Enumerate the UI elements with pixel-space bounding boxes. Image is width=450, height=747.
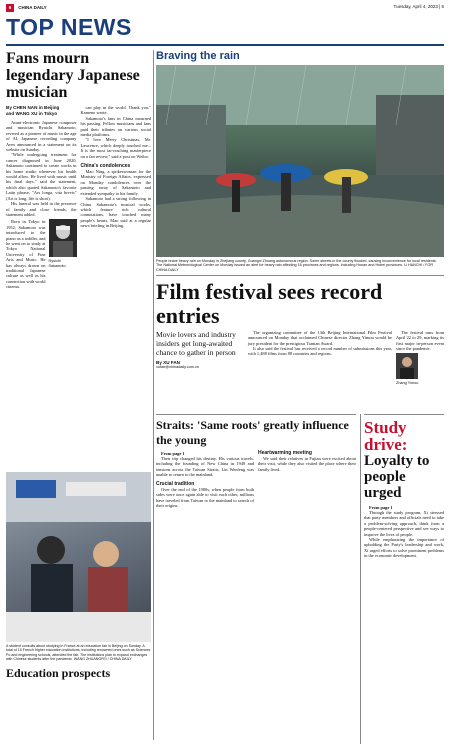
braving-block: [156, 50, 444, 386]
film-headline: Film festival sees record entries: [156, 278, 383, 328]
divider: [364, 414, 444, 415]
lead-story: [6, 50, 151, 290]
film-col-a: [248, 330, 392, 386]
straits-para: Their trip changed his destiny. His various travels, including the founding of New China in 1949 and tensions across the Taiwan Straits, Lin Wenfeng was unable to return to the mainland.: [156, 456, 254, 478]
study-headline: Loyalty to people urged: [364, 452, 430, 501]
masthead-left: [6, 4, 47, 12]
sakamoto-caption: Ryuichi Sakamoto: [48, 259, 66, 268]
rain-caption: People brave heavy rain on Monday in Zhejiang county, Guangxi Zhuang autonomous region. Some streets in the county flooded, causing inconvenience for local residents. The National Meteorological Center on Monday issued an alert for heavy rain affecting 16 provinces and regions, including Hunan and Hubei provinces. LI HANCHI / FOR CHINA DAILY: [156, 259, 437, 272]
film-para: It also said the festival has received a record number of submissions this year, with 1,488 films from 88 countries and regions.: [248, 346, 392, 357]
sakamoto-photo: [49, 219, 77, 257]
lead-para: "I love Merry Christmas, Mr. Lawrence, which deeply touched me... It is the most far-reaching masterpiece on a fan review," said a post on Weibo.: [80, 137, 151, 159]
straits-subhead-2: Heartwarming meeting: [258, 449, 312, 456]
column-divider: [153, 50, 154, 740]
lead-col-2: [81, 105, 152, 290]
education-caption: A student consults about studying in France at an education fair in Beijing on Sunday. A total of 15 French higher education institutions, including renowned ones such as Sciences Po and engineering schools, attended the fair. The institutions plan to expand exchanges with Chinese students after the pandemic. WANG ZHUANGFEI / CHINA DAILY: [6, 644, 151, 662]
date-line: Tuesday, April 4, 2023 | 6: [393, 4, 444, 9]
paper-name: CHINA DAILY: [18, 5, 47, 10]
film-para: The organizing committee of the 13th Beijing International Film Festival announced on Monday that acclaimed Chinese director Zhang Yimou would be jury president for the prestigious Tiantan Award.: [248, 329, 392, 346]
straits-para: Over the end of the 1980s, when people from both sides were once again able to visit each other, millions have traveled from Taiwan to the mainland to search of their origins.: [156, 487, 254, 509]
film-contact: xufan@chinadaily.com.cn: [156, 364, 200, 369]
film-col-b: [396, 330, 444, 386]
straits-para: We said their relatives in Fujian were excited about their visit, while they also visited the place where their family lived.: [258, 456, 356, 472]
education-headline: Education prospects: [6, 665, 111, 680]
education-photo: [6, 472, 151, 642]
column-divider: [360, 414, 361, 744]
zhang-yimou-caption: Zhang Yimou: [396, 381, 419, 386]
lead-para: Sakamoto had a strong following in China. Sakamoto's musical works, which feature rich cultural connotations, have touched many people's hearts, Mao said at a regular news briefing in Beijing.: [80, 196, 151, 229]
lead-para: Sakamoto's fans in China mourned his passing. Fellow musicians and fans paid their tributes on various social media platforms.: [80, 115, 151, 138]
page-number-badge: 6: [6, 4, 14, 12]
straits-headline: Straits: 'Same roots' greatly influence the young: [156, 417, 349, 447]
straits-para: From page 1: [161, 450, 185, 456]
film-byline: By XU FAN: [156, 359, 180, 365]
zhang-yimou-photo: [396, 353, 418, 379]
straits-subhead: Crucial tradition: [156, 480, 195, 487]
study-para: Through the study program, Xi stressed that party members and officials need to take a problem-solving approach, think from a people-centered perspective and see ways to improve the lives of people.: [364, 510, 444, 537]
lead-para: can play in the world. Thank you," Kameno wrote.: [80, 105, 151, 116]
divider: [156, 275, 444, 276]
lead-byline-1: By CHEN NAN in Beijing: [6, 105, 60, 110]
divider: [156, 414, 356, 415]
education-block: [6, 472, 151, 681]
section-title: TOP NEWS: [6, 14, 132, 40]
study-story: [364, 414, 444, 559]
lead-col-1: [6, 105, 77, 290]
lead-para: "While undergoing treatment for cancer diagnosed in June 2020, Sakamoto continued to create works in his home studio whenever his health would allow. He lived with music until his final days," said the statement, which also quoted Sakamoto's favorite Latin phrase, "Ars longa, vita brevis" (Art is long, life is short).: [6, 152, 77, 201]
study-para: While emphasizing the importance of upholding the Party's leadership and work, Xi urged efforts to solve prominent problems in the economic development.: [364, 537, 444, 559]
lead-subhead: China's condolences: [80, 163, 131, 170]
lead-para: Born in Tokyo in 1952, Sakamoto was introduced to the piano as a toddler, and he went on to study at Tokyo National University of Fine Arts and Music. He has always drawn on traditional Japanese culture as well as his connection with world cinema.: [6, 219, 46, 290]
film-deck: Movie lovers and industry insiders get long-awaited chance to gather in person: [156, 329, 236, 357]
section-rule: [6, 44, 444, 46]
study-headline-red: Study drive:: [364, 417, 408, 454]
lead-headline: Fans mourn legendary Japanese musician: [6, 50, 140, 101]
lead-para: Mao Ning, a spokeswoman for the Ministry of Foreign Affairs, expressed on Monday condolences over the passing away of Sakamoto and extended sympathy to his family.: [80, 169, 151, 196]
rain-photo: [156, 65, 444, 257]
study-para: From page 1: [369, 504, 393, 510]
braving-title: Braving the rain: [156, 50, 240, 62]
straits-story: [156, 414, 356, 509]
film-para: The festival runs from April 22 to 29, marking its first major in-person event since the pandemic.: [396, 329, 444, 352]
lead-para: Avant-electronic Japanese composer and musician Ryuichi Sakamoto, revered as a pioneer of music in the age of AI, Japanese recording company Avex announced in a statement on its website on Sunday.: [6, 120, 77, 153]
lead-byline-2: and WANG XU in Tokyo: [6, 111, 58, 116]
lead-para: His funeral was held in the presence of family and close friends, the statement added.: [6, 201, 77, 217]
